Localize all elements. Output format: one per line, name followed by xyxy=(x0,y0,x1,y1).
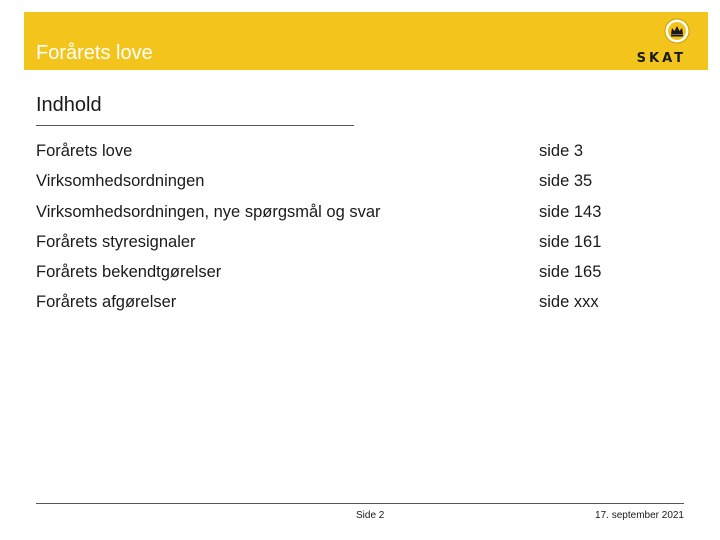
crown-emblem-icon xyxy=(664,18,690,44)
toc-list xyxy=(36,142,676,324)
footer-page-number: Side 2 xyxy=(356,510,385,521)
toc-row xyxy=(36,203,676,233)
toc-item-page: side 35 xyxy=(539,172,593,191)
toc-item-title: Forårets afgørelser xyxy=(36,293,177,312)
toc-item-page: side xxx xyxy=(539,293,599,312)
heading-divider xyxy=(36,125,354,126)
toc-item-page: side 143 xyxy=(539,202,602,221)
footer-divider xyxy=(36,503,684,504)
header-banner xyxy=(24,12,708,70)
toc-row xyxy=(36,293,676,323)
toc-item-title: Forårets styresignaler xyxy=(36,232,196,251)
toc-heading: Indhold xyxy=(36,94,102,116)
toc-item-title: Forårets bekendtgørelser xyxy=(36,263,222,282)
toc-row xyxy=(36,263,676,293)
slide-title: Forårets love xyxy=(36,42,153,64)
toc-item-title: Virksomhedsordningen, nye spørgsmål og svar xyxy=(36,202,381,221)
logo-wordmark: SKAT xyxy=(636,51,686,66)
footer-date: 17. september 2021 xyxy=(595,510,684,521)
toc-item-page: side 161 xyxy=(539,232,602,251)
toc-item-title: Forårets love xyxy=(36,142,133,160)
toc-item-title: Virksomhedsordningen xyxy=(36,172,205,191)
toc-item-page: side 3 xyxy=(539,142,584,160)
skat-logo xyxy=(614,18,686,66)
toc-row xyxy=(36,233,676,263)
toc-row xyxy=(36,142,676,172)
toc-item-page: side 165 xyxy=(539,263,602,282)
toc-row xyxy=(36,172,676,202)
